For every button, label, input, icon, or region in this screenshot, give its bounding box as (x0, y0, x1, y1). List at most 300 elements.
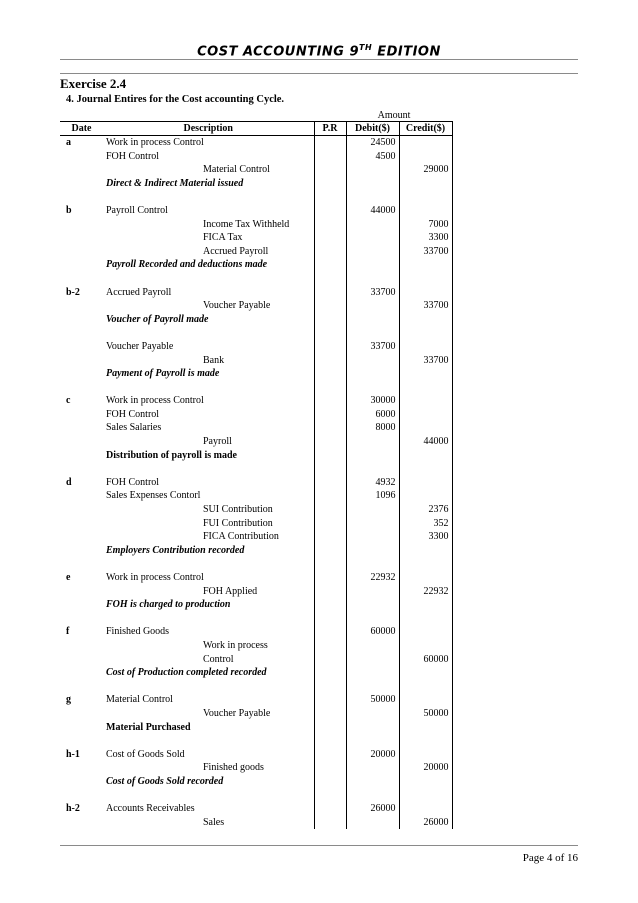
entry-credit-cell (399, 190, 452, 204)
entry-debit-cell: 33700 (346, 340, 399, 354)
entry-description-cell: Cost of Goods Sold (106, 748, 185, 760)
journal-header-row (60, 122, 452, 136)
entry-description-cell: Material Control (203, 164, 270, 176)
entry-date-cell: a (66, 137, 71, 148)
entry-debit-cell (346, 789, 399, 803)
journal-row (60, 489, 452, 503)
journal-table (60, 121, 453, 829)
journal-row (60, 381, 452, 395)
entry-debit-cell (346, 258, 399, 272)
entry-pr-cell (314, 653, 346, 667)
entry-description-cell (103, 789, 314, 803)
entry-date-cell (60, 150, 103, 164)
entry-date-cell: b-2 (66, 286, 80, 298)
journal-row (60, 625, 452, 639)
entry-credit-cell (399, 326, 452, 340)
journal-row (60, 476, 452, 490)
journal-row (60, 408, 452, 422)
journal-row (60, 653, 452, 667)
journal-row (60, 218, 452, 232)
entry-pr-cell (314, 802, 346, 816)
entry-pr-cell (314, 163, 346, 177)
entry-date-cell (60, 653, 103, 667)
entry-date-cell (60, 775, 103, 789)
entry-credit-cell: 3300 (399, 530, 452, 544)
entry-description-cell (103, 326, 314, 340)
entry-credit-cell (399, 598, 452, 612)
entry-description-cell: Voucher Payable (203, 707, 271, 719)
journal-row (60, 680, 452, 694)
journal-row (60, 557, 452, 571)
entry-description-cell: SUI Contribution (203, 504, 273, 516)
entry-description-cell (103, 734, 314, 748)
entry-debit-cell: 24500 (346, 136, 399, 150)
journal-row (60, 721, 452, 735)
entry-description-cell: Accrued Payroll (203, 245, 269, 257)
entry-credit-cell (399, 258, 452, 272)
journal-row (60, 340, 452, 354)
entry-date-cell (60, 666, 103, 680)
entry-date-cell (60, 462, 103, 476)
entry-date-cell: e (66, 572, 71, 583)
journal-row (60, 231, 452, 245)
entry-pr-cell (314, 557, 346, 571)
entry-pr-cell (314, 245, 346, 259)
footer-rule (60, 845, 578, 846)
entry-pr-cell (314, 598, 346, 612)
entry-pr-cell (314, 625, 346, 639)
entry-description-cell: Work in process (203, 639, 268, 651)
entry-credit-cell (399, 476, 452, 490)
entry-debit-cell (346, 775, 399, 789)
entry-pr-cell (314, 381, 346, 395)
entry-pr-cell (314, 231, 346, 245)
journal-row (60, 286, 452, 300)
entry-description-cell: Accounts Receivables (106, 803, 195, 815)
entry-credit-cell (399, 204, 452, 218)
entry-debit-cell (346, 557, 399, 571)
journal-row (60, 612, 452, 626)
entry-pr-cell (314, 177, 346, 191)
entry-pr-cell (314, 258, 346, 272)
journal-row (60, 761, 452, 775)
entry-pr-cell (314, 421, 346, 435)
entry-credit-cell (399, 544, 452, 558)
entry-credit-cell (399, 177, 452, 191)
entry-debit-cell (346, 517, 399, 531)
header-rule-lower (60, 73, 578, 74)
entry-credit-cell: 60000 (399, 653, 452, 667)
journal-row (60, 421, 452, 435)
entry-date-cell (60, 544, 103, 558)
entry-credit-cell (399, 367, 452, 381)
entry-debit-cell (346, 354, 399, 368)
entry-date-cell (60, 421, 103, 435)
entry-description-cell: Accrued Payroll (106, 286, 172, 298)
entry-description-cell: Voucher of Payroll made (106, 313, 209, 325)
entry-date-cell (60, 299, 103, 313)
entry-description-cell: Bank (203, 354, 225, 366)
entry-description-cell: Sales (203, 816, 225, 828)
entry-debit-cell (346, 326, 399, 340)
entry-date-cell (60, 367, 103, 381)
journal-row (60, 802, 452, 816)
entry-pr-cell (314, 218, 346, 232)
entry-credit-cell: 352 (399, 517, 452, 531)
entry-debit-cell: 6000 (346, 408, 399, 422)
entry-debit-cell (346, 680, 399, 694)
entry-date-cell (60, 272, 103, 286)
entry-date-cell (60, 381, 103, 395)
journal-row (60, 190, 452, 204)
entry-credit-cell (399, 272, 452, 286)
entry-credit-cell (399, 421, 452, 435)
entry-description-cell: Finished Goods (106, 626, 170, 638)
entry-pr-cell (314, 476, 346, 490)
entry-credit-cell (399, 136, 452, 150)
entry-credit-cell (399, 666, 452, 680)
entry-credit-cell (399, 150, 452, 164)
col-header-description: Description (103, 122, 314, 136)
entry-debit-cell (346, 707, 399, 721)
entry-debit-cell (346, 761, 399, 775)
entry-date-cell: b (66, 204, 72, 216)
entry-pr-cell (314, 408, 346, 422)
entry-credit-cell (399, 462, 452, 476)
entry-credit-cell: 33700 (399, 299, 452, 313)
entry-description-cell: Income Tax Withheld (203, 218, 290, 230)
entry-pr-cell (314, 707, 346, 721)
entry-pr-cell (314, 136, 346, 150)
entry-description-cell (103, 680, 314, 694)
entry-pr-cell (314, 612, 346, 626)
entry-description-cell: FICA Contribution (203, 531, 279, 543)
entry-debit-cell (346, 381, 399, 395)
entry-pr-cell (314, 789, 346, 803)
entry-description-cell: Payment of Payroll is made (106, 368, 220, 380)
entry-date-cell (60, 449, 103, 463)
journal-row (60, 204, 452, 218)
entry-date-cell: f (66, 626, 70, 638)
entry-debit-cell (346, 544, 399, 558)
entry-description-cell: FOH Control (106, 476, 160, 488)
journal-row (60, 177, 452, 191)
entry-date-cell (60, 177, 103, 191)
entry-description-cell: FOH Control (106, 150, 160, 162)
journal-row (60, 299, 452, 313)
entry-debit-cell (346, 272, 399, 286)
entry-date-cell (60, 258, 103, 272)
journal-row (60, 734, 452, 748)
exercise-title: Exercise 2.4 (60, 76, 127, 91)
journal-row (60, 367, 452, 381)
entry-debit-cell (346, 245, 399, 259)
entry-date-cell: g (66, 694, 71, 706)
entry-pr-cell (314, 734, 346, 748)
entry-pr-cell (314, 435, 346, 449)
entry-credit-cell (399, 394, 452, 408)
entry-debit-cell: 8000 (346, 421, 399, 435)
journal-row (60, 394, 452, 408)
entry-date-cell (60, 245, 103, 259)
entry-pr-cell (314, 340, 346, 354)
entry-date-cell (60, 218, 103, 232)
entry-date-cell (60, 340, 103, 354)
entry-date-cell (60, 707, 103, 721)
entry-date-cell (60, 530, 103, 544)
entry-debit-cell (346, 190, 399, 204)
journal-row (60, 245, 452, 259)
entry-description-cell (103, 272, 314, 286)
entry-credit-cell: 29000 (399, 163, 452, 177)
journal-row (60, 354, 452, 368)
entry-pr-cell (314, 571, 346, 585)
entry-description-cell: Payroll Recorded and deductions made (106, 259, 268, 271)
entry-date-cell (60, 503, 103, 517)
entry-debit-cell: 30000 (346, 394, 399, 408)
entry-credit-cell (399, 748, 452, 762)
running-header (0, 43, 638, 59)
entry-pr-cell (314, 693, 346, 707)
entry-debit-cell (346, 462, 399, 476)
entry-description-cell: Work in process Control (106, 572, 204, 583)
entry-debit-cell (346, 721, 399, 735)
entry-debit-cell: 22932 (346, 571, 399, 585)
entry-date-cell (60, 408, 103, 422)
entry-debit-cell (346, 299, 399, 313)
entry-credit-cell (399, 381, 452, 395)
entry-pr-cell (314, 748, 346, 762)
entry-description-cell: Voucher Payable (106, 340, 174, 352)
entry-date-cell (60, 598, 103, 612)
entry-description-cell (103, 462, 314, 476)
entry-credit-cell (399, 489, 452, 503)
entry-description-cell: Work in process Control (106, 137, 204, 148)
entry-pr-cell (314, 816, 346, 830)
entry-pr-cell (314, 775, 346, 789)
entry-debit-cell (346, 816, 399, 830)
entry-description-cell: Payroll (203, 436, 232, 448)
journal-row (60, 544, 452, 558)
entry-description-cell: Control (203, 653, 234, 665)
journal-row (60, 639, 452, 653)
entry-date-cell (60, 517, 103, 531)
entry-debit-cell (346, 218, 399, 232)
journal-row (60, 462, 452, 476)
entry-credit-cell (399, 612, 452, 626)
col-header-credit: Credit($) (399, 122, 452, 136)
entry-pr-cell (314, 503, 346, 517)
entry-credit-cell: 20000 (399, 761, 452, 775)
entry-pr-cell (314, 313, 346, 327)
entry-debit-cell (346, 449, 399, 463)
entry-pr-cell (314, 449, 346, 463)
journal-row (60, 693, 452, 707)
entry-credit-cell (399, 625, 452, 639)
journal-row (60, 789, 452, 803)
entry-date-cell: h-1 (66, 748, 80, 760)
entry-description-cell: Finished goods (203, 762, 264, 774)
entry-pr-cell (314, 517, 346, 531)
entry-date-cell (60, 585, 103, 599)
entry-date-cell (60, 680, 103, 694)
entry-debit-cell: 60000 (346, 625, 399, 639)
entry-debit-cell (346, 313, 399, 327)
entry-description-cell (103, 612, 314, 626)
entry-date-cell: h-2 (66, 803, 80, 815)
journal-body (60, 136, 452, 830)
entry-debit-cell: 44000 (346, 204, 399, 218)
entry-description-cell: Distribution of payroll is made (106, 449, 237, 461)
entry-date-cell (60, 612, 103, 626)
entry-date-cell: d (66, 476, 72, 488)
entry-credit-cell (399, 775, 452, 789)
entry-credit-cell (399, 313, 452, 327)
entry-description-cell: Cost of Production completed recorded (106, 667, 267, 679)
entry-pr-cell (314, 190, 346, 204)
journal-row (60, 272, 452, 286)
entry-date-cell (60, 557, 103, 571)
entry-credit-cell (399, 680, 452, 694)
entry-credit-cell: 44000 (399, 435, 452, 449)
journal-row (60, 530, 452, 544)
journal-row (60, 258, 452, 272)
entry-debit-cell (346, 177, 399, 191)
entry-date-cell (60, 789, 103, 803)
entry-debit-cell (346, 435, 399, 449)
entry-description-cell: Direct & Indirect Material issued (106, 177, 244, 189)
entry-debit-cell (346, 585, 399, 599)
entry-credit-cell (399, 734, 452, 748)
col-header-pr: P.R (314, 122, 346, 136)
journal-row (60, 585, 452, 599)
entry-debit-cell (346, 231, 399, 245)
header-rule (60, 59, 578, 60)
entry-debit-cell (346, 530, 399, 544)
entry-credit-cell: 33700 (399, 245, 452, 259)
entry-description-cell: Work in process Control (106, 395, 204, 407)
entry-description-cell: Payroll Control (106, 204, 168, 216)
entry-description-cell: FUI Contribution (203, 517, 273, 529)
journal-row (60, 775, 452, 789)
entry-credit-cell (399, 557, 452, 571)
entry-debit-cell: 20000 (346, 748, 399, 762)
entry-date-cell (60, 435, 103, 449)
entry-description-cell: FICA Tax (203, 232, 243, 244)
entry-pr-cell (314, 299, 346, 313)
entry-date-cell (60, 639, 103, 653)
entry-date-cell (60, 721, 103, 735)
entry-date-cell (60, 734, 103, 748)
entry-pr-cell (314, 354, 346, 368)
entry-credit-cell: 7000 (399, 218, 452, 232)
entry-pr-cell (314, 204, 346, 218)
journal-row (60, 748, 452, 762)
entry-date-cell (60, 816, 103, 830)
journal-row (60, 503, 452, 517)
journal-row (60, 150, 452, 164)
entry-pr-cell (314, 721, 346, 735)
entry-credit-cell (399, 571, 452, 585)
entry-date-cell (60, 761, 103, 775)
entry-debit-cell: 26000 (346, 802, 399, 816)
entry-debit-cell (346, 163, 399, 177)
journal-row (60, 326, 452, 340)
entry-credit-cell: 22932 (399, 585, 452, 599)
entry-description-cell: Cost of Goods Sold recorded (106, 775, 224, 787)
entry-description-cell: Sales Expenses Contorl (106, 490, 201, 502)
entry-credit-cell (399, 449, 452, 463)
col-header-debit: Debit($) (346, 122, 399, 136)
entry-debit-cell (346, 639, 399, 653)
entry-pr-cell (314, 680, 346, 694)
exercise-subtitle: 4. Journal Entires for the Cost accounting Cycle. (66, 94, 285, 105)
entry-credit-cell (399, 639, 452, 653)
entry-description-cell: Material Control (106, 694, 173, 706)
entry-credit-cell (399, 340, 452, 354)
journal-row (60, 666, 452, 680)
entry-debit-cell (346, 503, 399, 517)
entry-credit-cell: 2376 (399, 503, 452, 517)
entry-credit-cell: 50000 (399, 707, 452, 721)
entry-debit-cell: 4932 (346, 476, 399, 490)
entry-description-cell: Material Purchased (106, 721, 191, 733)
entry-credit-cell (399, 721, 452, 735)
entry-date-cell (60, 163, 103, 177)
entry-credit-cell: 33700 (399, 354, 452, 368)
journal-row (60, 707, 452, 721)
entry-date-cell (60, 313, 103, 327)
entry-date-cell (60, 489, 103, 503)
amount-label: Amount (377, 110, 411, 121)
entry-pr-cell (314, 286, 346, 300)
entry-description-cell: Sales Salaries (106, 422, 162, 434)
entry-debit-cell (346, 612, 399, 626)
entry-description-cell: FOH is charged to production (106, 599, 231, 611)
entry-pr-cell (314, 367, 346, 381)
header-title-superscript: TH (359, 43, 373, 52)
entry-description-cell: FOH Applied (203, 585, 258, 597)
entry-pr-cell (314, 639, 346, 653)
entry-description-cell (103, 190, 314, 204)
entry-pr-cell (314, 150, 346, 164)
entry-pr-cell (314, 489, 346, 503)
page-number: Page 4 of 16 (522, 852, 578, 864)
entry-pr-cell (314, 272, 346, 286)
entry-date-cell (60, 190, 103, 204)
entry-debit-cell: 1096 (346, 489, 399, 503)
header-title-tail: EDITION (372, 44, 441, 60)
journal-row (60, 313, 452, 327)
entry-pr-cell (314, 761, 346, 775)
journal-row (60, 435, 452, 449)
journal-row (60, 163, 452, 177)
entry-pr-cell (314, 530, 346, 544)
entry-debit-cell (346, 734, 399, 748)
entry-description-cell: Employers Contribution recorded (106, 544, 245, 556)
journal-row (60, 571, 452, 585)
entry-pr-cell (314, 544, 346, 558)
entry-credit-cell (399, 693, 452, 707)
header-title: COST ACCOUNTING 9 (197, 44, 360, 60)
entry-debit-cell (346, 367, 399, 381)
journal-row (60, 517, 452, 531)
journal-row (60, 598, 452, 612)
entry-credit-cell (399, 286, 452, 300)
entry-pr-cell (314, 666, 346, 680)
journal-row (60, 449, 452, 463)
entry-credit-cell (399, 802, 452, 816)
